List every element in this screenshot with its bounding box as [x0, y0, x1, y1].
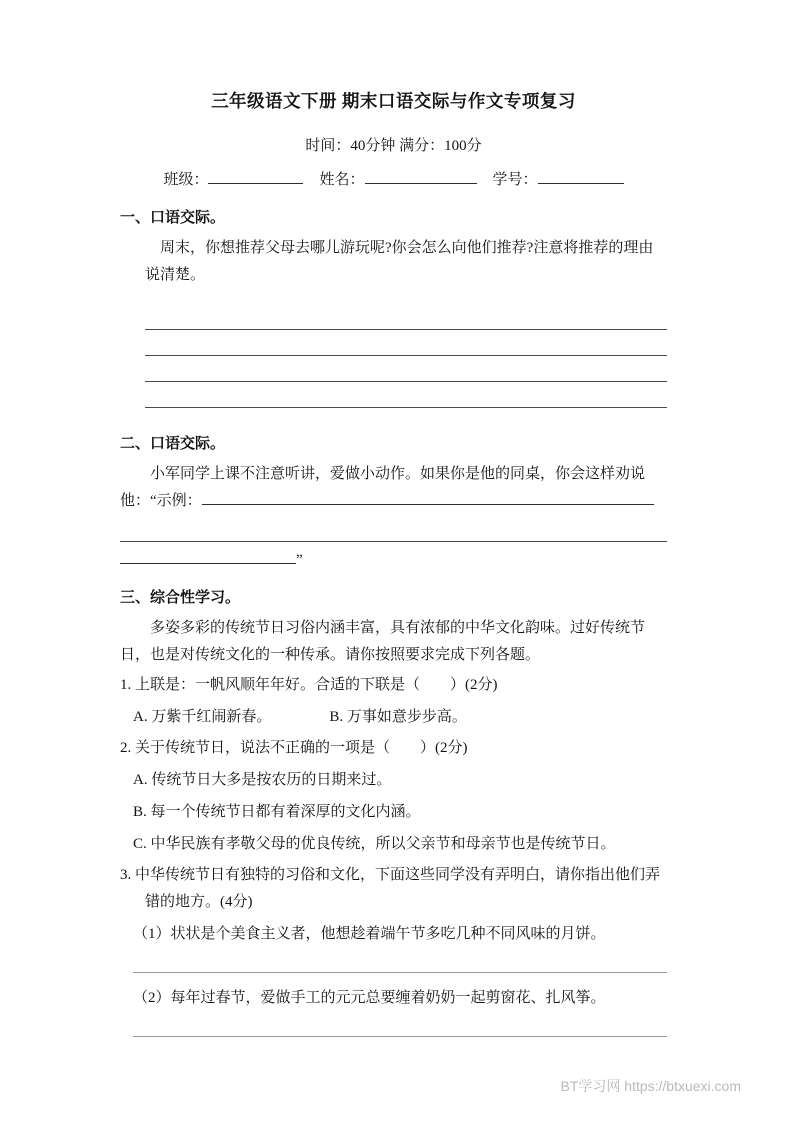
watermark-footer: BT学习网 https://btxuexi.com — [560, 1078, 741, 1094]
question1-option-b: B. 万事如意步步高。 — [329, 709, 467, 725]
section2-prompt-line1: 小军同学上课不注意听讲，爱做小动作。如果你是他的同桌，你会这样劝说 — [150, 466, 646, 482]
answer-line — [145, 356, 667, 382]
name-blank-line — [365, 183, 477, 184]
class-label: 班级： — [163, 172, 209, 188]
exam-meta: 时间：40分钟 满分：100分 — [305, 138, 482, 154]
page-title: 三年级语文下册 期末口语交际与作文专项复习 — [211, 91, 576, 111]
question3-sub2: （2）每年过春节，爱做手工的元元总要缠着奶奶一起剪窗花、扎风筝。 — [133, 990, 606, 1006]
closing-quote: ” — [296, 552, 303, 568]
student-id-blank-line — [538, 183, 624, 184]
answer-line — [120, 515, 667, 542]
section1-heading: 一、口语交际。 — [120, 210, 226, 226]
section3-intro: 多姿多彩的传统节日习俗内涵丰富，具有浓郁的中华文化韵味。过好传统节日，也是对传统文化的一种传承。请你按照要求完成下列各题。 — [120, 620, 646, 663]
question3-text: 3. 中华传统节日有独特的习俗和文化，下面这些同学没有弄明白，请你指出他们弄错的地方。(4分) — [120, 867, 661, 910]
answer-line — [145, 304, 667, 330]
section1-answer-lines — [145, 304, 667, 408]
question1-options — [133, 704, 667, 731]
answer-line — [145, 382, 667, 408]
question2-option-b: B. 每一个传统节日都有着深厚的文化内涵。 — [133, 804, 421, 820]
section2-example-line — [120, 488, 667, 515]
question2-option-c: C. 中华民族有孝敬父母的优良传统，所以父亲节和母亲节也是传统节日。 — [133, 836, 616, 852]
question2-option-a: A. 传统节日大多是按农历的日期来过。 — [133, 772, 392, 788]
answer-line — [145, 330, 667, 356]
answer-line — [133, 1036, 667, 1037]
answer-blank-line — [120, 563, 296, 564]
question3-sub1: （1）状状是个美食主义者，他想趁着端午节多吃几种不同风味的月饼。 — [133, 926, 606, 942]
section2-closing-line — [120, 547, 667, 574]
section2-heading: 二、口语交际。 — [120, 436, 226, 452]
student-info-line — [120, 168, 667, 189]
example-lead-text: 他：“示例： — [120, 493, 202, 509]
question2-text: 2. 关于传统节日，说法不正确的一项是（ ）(2分) — [120, 740, 468, 756]
name-label: 姓名： — [319, 172, 365, 188]
example-blank-line — [202, 504, 654, 505]
question1-option-a: A. 万紫千红闹新春。 — [133, 709, 272, 725]
class-blank-line — [208, 183, 303, 184]
question1-text: 1. 上联是：一帆风顺年年好。合适的下联是（ ）(2分) — [120, 677, 498, 693]
worksheet-content — [120, 88, 667, 1037]
section1-prompt: 周末，你想推荐父母去哪儿游玩呢?你会怎么向他们推荐?注意将推荐的理由说清楚。 — [145, 240, 654, 283]
student-id-label: 学号： — [492, 172, 538, 188]
answer-line — [133, 972, 667, 973]
section3-heading: 三、综合性学习。 — [120, 590, 241, 606]
